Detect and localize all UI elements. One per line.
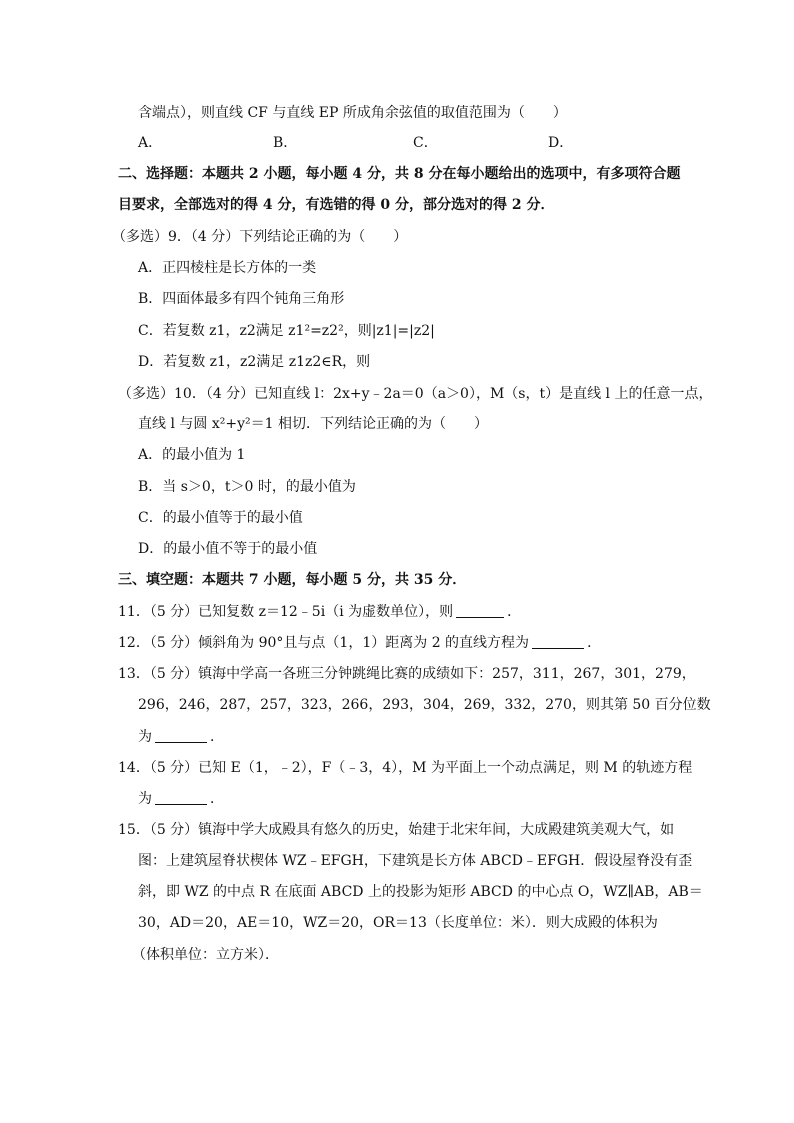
q15-line4: 30，AD＝20，AE＝10，WZ＝20，OR＝13（长度单位：米）．则大成殿的体积为	[138, 915, 658, 931]
q13-period: ．	[210, 729, 224, 745]
section3-heading: 三、填空题：本题共 7 小题，每小题 5 分，共 35 分．	[118, 572, 467, 588]
q10-option-d: D．的最小值不等于的最小值	[138, 541, 318, 557]
q8-option-c: C．	[413, 135, 438, 151]
q12-period: ．	[587, 635, 602, 651]
section2-heading-line2: 目要求，全部选对的得 4 分，有选错的得 0 分，部分选对的得 2 分．	[118, 197, 555, 213]
q10-stem-line2: 直线 l 与圆 x²+y²＝1 相切．下列结论正确的为（ ）	[138, 416, 488, 432]
q11	[118, 602, 521, 622]
q13-line3	[138, 727, 224, 747]
q8-option-b: B．	[273, 135, 298, 151]
q12-answer-blank	[532, 634, 584, 649]
q8-option-d: D．	[548, 135, 574, 151]
section2-heading-line1: 二、选择题：本题共 2 小题，每小题 4 分，共 8 分在每小题给出的选项中，有多项符合题	[118, 166, 681, 182]
q12-text: 12．（5 分）倾斜角为 90°且与点（1，1）距离为 2 的直线方程为	[118, 635, 530, 651]
q13-line2: 296，246，287，257，323，266，293，304，269，332，270，则其第 50 百分位数	[138, 697, 711, 713]
q14-line1: 14．（5 分）已知 E（1，﹣2），F（﹣3，4），M 为平面上一个动点满足，则 M 的轨迹方程	[118, 760, 693, 776]
q14-answer-blank	[155, 790, 207, 805]
q12	[118, 633, 601, 653]
q15-line3: 斜，即 WZ 的中点 R 在底面 ABCD 上的投影为矩形 ABCD 的中心点 O，WZ∥AB，AB＝	[138, 884, 703, 900]
q9-option-c: C．若复数 z1，z2满足 z1²=z2²，则|z1|=|z2|	[138, 323, 435, 339]
q9-option-b: B．四面体最多有四个钝角三角形	[138, 291, 345, 307]
q11-period: ．	[507, 604, 522, 620]
q11-text: 11．（5 分）已知复数 z＝12﹣5i（i 为虚数单位），则	[118, 604, 454, 620]
q8-option-a: A．	[138, 135, 163, 151]
q9-option-d: D．若复数 z1，z2满足 z1z2∈R，则	[138, 354, 371, 370]
q9-option-a: A．正四棱柱是长方体的一类	[138, 260, 317, 276]
q10-option-c: C．的最小值等于的最小值	[138, 510, 303, 526]
q14-line2	[138, 789, 224, 809]
q11-answer-blank	[456, 603, 504, 618]
q13-line1: 13．（5 分）镇海中学高一各班三分钟跳绳比赛的成绩如下：257，311，267，301，279，	[118, 666, 696, 682]
q8-options	[138, 133, 678, 153]
q14-line2-text: 为	[138, 791, 152, 807]
q14-period: ．	[210, 791, 224, 807]
q15-line5: （体积单位：立方米）．	[132, 947, 279, 963]
q13-line3-text: 为	[138, 729, 152, 745]
q10-stem-line1: （多选）10．（4 分）已知直线 l：2x+y﹣2a＝0（a＞0），M（s，t）是直线 l 上的任意一点，	[118, 386, 713, 402]
q10-option-a: A．的最小值为 1	[138, 447, 246, 463]
q15-line1: 15．（5 分）镇海中学大成殿具有悠久的历史，始建于北宋年间，大成殿建筑美观大气，如	[118, 822, 675, 838]
q9-stem: （多选）9．（4 分）下列结论正确的为（ ）	[112, 229, 408, 245]
q13-answer-blank	[155, 728, 207, 743]
q15-line2: 图：上建筑屋脊状楔体 WZ﹣EFGH，下建筑是长方体 ABCD﹣EFGH．假设屋脊没有歪	[138, 853, 693, 869]
q8-tail: 含端点），则直线 CF 与直线 EP 所成角余弦值的取值范围为（ ）	[138, 105, 567, 121]
q10-option-b: B．当 s＞0，t＞0 时，的最小值为	[138, 479, 356, 495]
